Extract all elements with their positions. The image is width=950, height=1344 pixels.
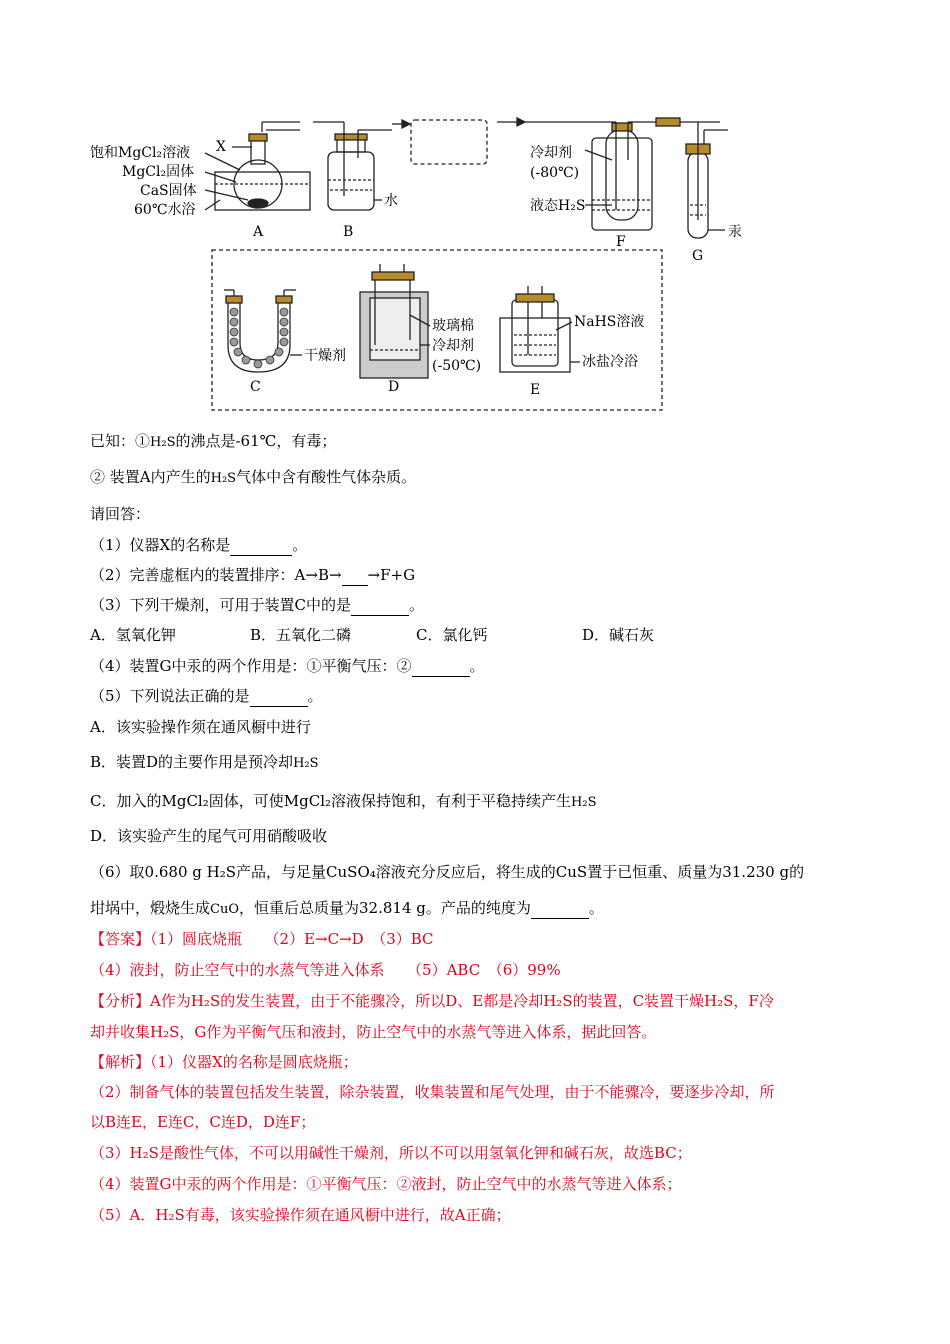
q6-p2: 产品，与足量 — [236, 863, 327, 881]
q4-suffix: 。 — [469, 657, 485, 675]
q6-p5: 的 — [789, 863, 805, 881]
q6-l2p2: ，恒重后总质量为 — [239, 899, 360, 917]
q6-v2: 31.230 g — [722, 863, 790, 881]
label-d-temp: (-50℃) — [432, 358, 482, 374]
letter-d: D — [388, 379, 400, 395]
explanation-1: （1）仪器X的名称是圆底烧瓶； — [150, 1053, 358, 1071]
label-c-desiccant: 干燥剂 — [304, 348, 346, 364]
q6-l2p1: 坩埚中，煅烧生成 — [90, 899, 211, 917]
q5-blank[interactable] — [250, 686, 308, 707]
question-3-options — [90, 625, 654, 645]
label-a-mgcl2-solid: MgCl₂固体 — [122, 164, 195, 180]
analysis-line-1 — [90, 991, 774, 1011]
q3-blank[interactable] — [351, 595, 409, 616]
q6-p4: 置于已恒重、质量为 — [587, 863, 723, 881]
apparatus-f-beaker — [592, 138, 652, 230]
answer-tag: 【答案】 — [90, 930, 151, 948]
q3-option-c[interactable]: C．氯化钙 — [416, 626, 488, 644]
known-2-prefix: ② 装置A内产生的 — [90, 468, 211, 486]
q2-suffix: →F+G — [367, 566, 416, 584]
analysis-tag: 【分析】 — [90, 992, 151, 1010]
answer-1: （1）圆底烧瓶 （2）E→C→D （3）BC — [150, 930, 434, 948]
q5c-f1: MgCl₂ — [161, 792, 209, 810]
q5-option-c[interactable] — [90, 791, 596, 813]
q6-blank[interactable] — [531, 898, 589, 919]
prompt: 请回答： — [90, 505, 151, 523]
known-1-suffix: 的沸点是-61℃，有毒； — [175, 432, 337, 450]
q6-v1: 0.680 g — [144, 863, 202, 881]
apparatus-b-bottle — [328, 152, 374, 210]
letter-c: C — [250, 379, 261, 395]
explanation-line-3: 以B连E，E连C，C连D，D连F； — [90, 1113, 316, 1131]
letter-e: E — [530, 382, 541, 398]
q5b-text: B．装置D的主要作用是预冷却 — [90, 753, 294, 771]
answer-line-1 — [90, 929, 434, 949]
question-1 — [90, 535, 307, 556]
label-e-nahs: NaHS溶液 — [574, 314, 645, 330]
q3-option-b[interactable]: B．五氧化二磷 — [250, 626, 352, 644]
apparatus-figure — [0, 0, 950, 420]
analysis-line-2: 却并收集H₂S，G作为平衡气压和液封，防止空气中的水蒸气等进入体系，据此回答。 — [90, 1023, 657, 1041]
q3-text: （3）下列干燥剂，可用于装置C中的是 — [90, 596, 352, 614]
q5b-formula: H₂S — [293, 756, 319, 771]
label-f-coolant: 冷却剂 — [530, 145, 572, 161]
label-a-bath: 60℃水浴 — [134, 202, 196, 218]
q6-l2p4: 。 — [588, 899, 604, 917]
q5-option-b[interactable] — [90, 752, 319, 774]
q4-blank[interactable] — [412, 656, 470, 677]
q6-l2p3: 。产品的纯度为 — [425, 899, 531, 917]
label-a-mgcl2-solution: 饱和MgCl₂溶液 — [90, 145, 191, 161]
q6-p3: 溶液充分反应后，将生成的 — [375, 863, 556, 881]
label-g-mercury: 汞 — [728, 224, 742, 240]
label-e-bath: 冰盐冷浴 — [582, 354, 638, 370]
question-3 — [90, 595, 424, 616]
known-1-prefix: 已知：① — [90, 432, 151, 450]
q2-text: （2）完善虚框内的装置排序：A→B→ — [90, 566, 342, 584]
question-4 — [90, 656, 485, 677]
dashed-placeholder-box — [411, 120, 487, 164]
label-f-temp: (-80℃) — [530, 165, 580, 181]
q5c-p3: 溶液保持饱和，有利于平稳持续产生 — [331, 792, 572, 810]
explanation-tag: 【解析】 — [90, 1053, 151, 1071]
label-a-x: X — [216, 139, 226, 155]
q5c-p1: C．加入的 — [90, 792, 162, 810]
q3-suffix: 。 — [409, 596, 425, 614]
explanation-line-5: （4）装置G中汞的两个作用是：①平衡气压：②液封，防止空气中的水蒸气等进入体系； — [90, 1175, 682, 1193]
q4-text: （4）装置G中汞的两个作用是：①平衡气压：② — [90, 657, 412, 675]
q5-suffix: 。 — [307, 687, 323, 705]
q6-f4: CuO — [210, 902, 239, 917]
q2-blank[interactable] — [342, 565, 368, 586]
q6-f1: H₂S — [206, 863, 237, 881]
label-b-water: 水 — [384, 193, 398, 209]
letter-b: B — [343, 224, 354, 240]
analysis-1: A作为H₂S的发生装置，由于不能骤冷，所以D、E都是冷却H₂S的装置，C装置干燥H₂S，F冷 — [150, 992, 774, 1010]
q6-p1: （6）取 — [90, 863, 145, 881]
q1-blank[interactable] — [230, 535, 292, 556]
explanation-line-2: （2）制备气体的装置包括发生装置，除杂装置，收集装置和尾气处理，由于不能骤冷，要逐步冷却，所 — [90, 1083, 775, 1101]
label-f-liquid: 液态H₂S — [530, 198, 586, 214]
q6-f2: CuSO₄ — [326, 863, 376, 881]
q3-option-a[interactable]: A．氢氧化钾 — [90, 626, 176, 644]
letter-a: A — [253, 224, 264, 240]
q5-text: （5）下列说法正确的是 — [90, 687, 250, 705]
known-1-formula: H₂S — [150, 435, 176, 450]
known-line-1 — [90, 431, 336, 453]
letter-f: F — [616, 234, 626, 250]
known-line-2 — [90, 467, 416, 489]
explanation-line-4: （3）H₂S是酸性气体，不可以用碱性干燥剂，所以不可以用氢氧化钾和碱石灰，故选BC； — [90, 1144, 692, 1162]
question-5 — [90, 686, 323, 707]
known-2-suffix: 气体中含有酸性气体杂质。 — [236, 468, 417, 486]
label-d-wool: 玻璃棉 — [432, 318, 474, 334]
q1-text: （1）仪器X的名称是 — [90, 536, 231, 554]
answer-line-2: （4）液封，防止空气中的水蒸气等进入体系 （5）ABC （6）99% — [90, 961, 561, 979]
explanation-line-6: （5）A．H₂S有毒，该实验操作须在通风橱中进行，故A正确； — [90, 1206, 511, 1224]
q5c-f2: MgCl₂ — [283, 792, 331, 810]
q5c-p2: 固体，可使 — [208, 792, 284, 810]
question-6-line-1 — [90, 862, 804, 882]
known-2-formula: H₂S — [210, 471, 237, 486]
letter-g: G — [692, 248, 704, 264]
q6-v3: 32.814 g — [359, 899, 426, 917]
q1-suffix: 。 — [292, 536, 308, 554]
q5-option-d[interactable]: D．该实验产生的尾气可用硝酸吸收 — [90, 827, 328, 845]
question-6-line-2 — [90, 898, 604, 920]
label-a-cas: CaS固体 — [140, 183, 197, 199]
explanation-line-1 — [90, 1052, 358, 1072]
label-d-coolant: 冷却剂 — [432, 338, 474, 354]
question-2 — [90, 565, 415, 586]
q3-option-d[interactable]: D．碱石灰 — [582, 626, 655, 644]
q6-f3: CuS — [555, 863, 588, 881]
q5-option-a[interactable]: A．该实验操作须在通风橱中进行 — [90, 718, 311, 736]
q5c-f3: H₂S — [571, 795, 597, 810]
